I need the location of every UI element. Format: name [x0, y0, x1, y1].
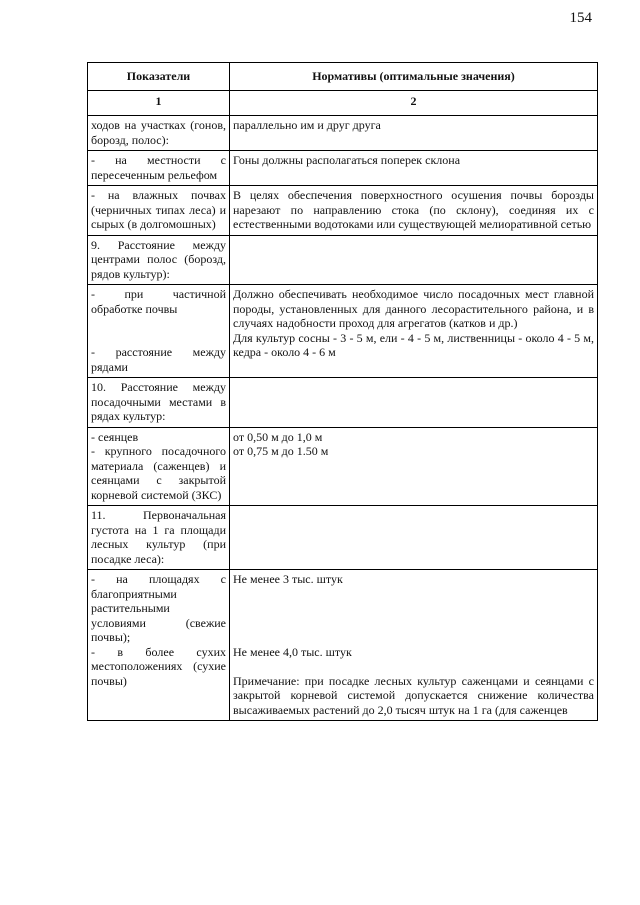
table-row	[88, 151, 598, 186]
indicator-cell: - сеянцев - крупного посадочного материала (саженцев) и сеянцами с закрытой корневой системой (ЗКС)	[88, 427, 230, 506]
indicator-cell: - на влажных почвах (черничных типах леса) и сырых (в долгомошных)	[88, 186, 230, 236]
page-number: 154	[569, 10, 592, 26]
norm-cell	[230, 235, 598, 285]
norm-cell: от 0,50 м до 1,0 м от 0,75 м до 1.50 м	[230, 427, 598, 506]
table-row	[88, 116, 598, 151]
norm-cell	[230, 506, 598, 570]
norm-cell: параллельно им и друг друга	[230, 116, 598, 151]
norms-table	[87, 62, 598, 721]
norm-cell: Должно обеспечивать необходимое число посадочных мест главной породы, установленных для данного лесорастительного района, и в случаях надобности проход для агрегатов (катков и др.) Для культур сосны - 3 - 5 м, ели - 4 - 5 м, лиственницы - около 4 - 5 м, кедра - около 4 - 6 м	[230, 285, 598, 378]
header-norms: Нормативы (оптимальные значения)	[230, 63, 598, 91]
norm-cell: В целях обеспечения поверхностного осушения почвы борозды нарезают по направлению стока (по склону), соединяя их с естественными водотоками или существующей мелиоративной сетью	[230, 186, 598, 236]
indicator-cell: 9. Расстояние между центрами полос (борозд, рядов культур):	[88, 235, 230, 285]
column-number-1: 1	[88, 91, 230, 116]
column-number-2: 2	[230, 91, 598, 116]
table-row	[88, 235, 598, 285]
table-row	[88, 285, 598, 378]
indicator-cell: - на площадях с благоприятными растительными условиями (свежие почвы); - в более сухих местоположениях (сухие почвы)	[88, 570, 230, 721]
table-row	[88, 186, 598, 236]
table-row	[88, 570, 598, 721]
indicator-cell: 11. Первоначальная густота на 1 га площади лесных культур (при посадке леса):	[88, 506, 230, 570]
indicator-cell: 10. Расстояние между посадочными местами в рядах культур:	[88, 378, 230, 428]
indicator-cell: ходов на участках (гонов, борозд, полос):	[88, 116, 230, 151]
indicator-cell: - при частичной обработке почвы - расстояние между рядами	[88, 285, 230, 378]
indicator-cell: - на местности с пересеченным рельефом	[88, 151, 230, 186]
norm-cell	[230, 378, 598, 428]
table-row	[88, 378, 598, 428]
norm-cell: Не менее 3 тыс. штук Не менее 4,0 тыс. штук Примечание: при посадке лесных культур саженцами и сеянцами с закрытой корневой системой допускается снижение количества высаживаемых растений до 2,0 тысяч штук на 1 га (для саженцев	[230, 570, 598, 721]
table-row	[88, 427, 598, 506]
table-header-row	[88, 63, 598, 91]
table-row	[88, 506, 598, 570]
column-number-row	[88, 91, 598, 116]
header-indicators: Показатели	[88, 63, 230, 91]
norm-cell: Гоны должны располагаться поперек склона	[230, 151, 598, 186]
